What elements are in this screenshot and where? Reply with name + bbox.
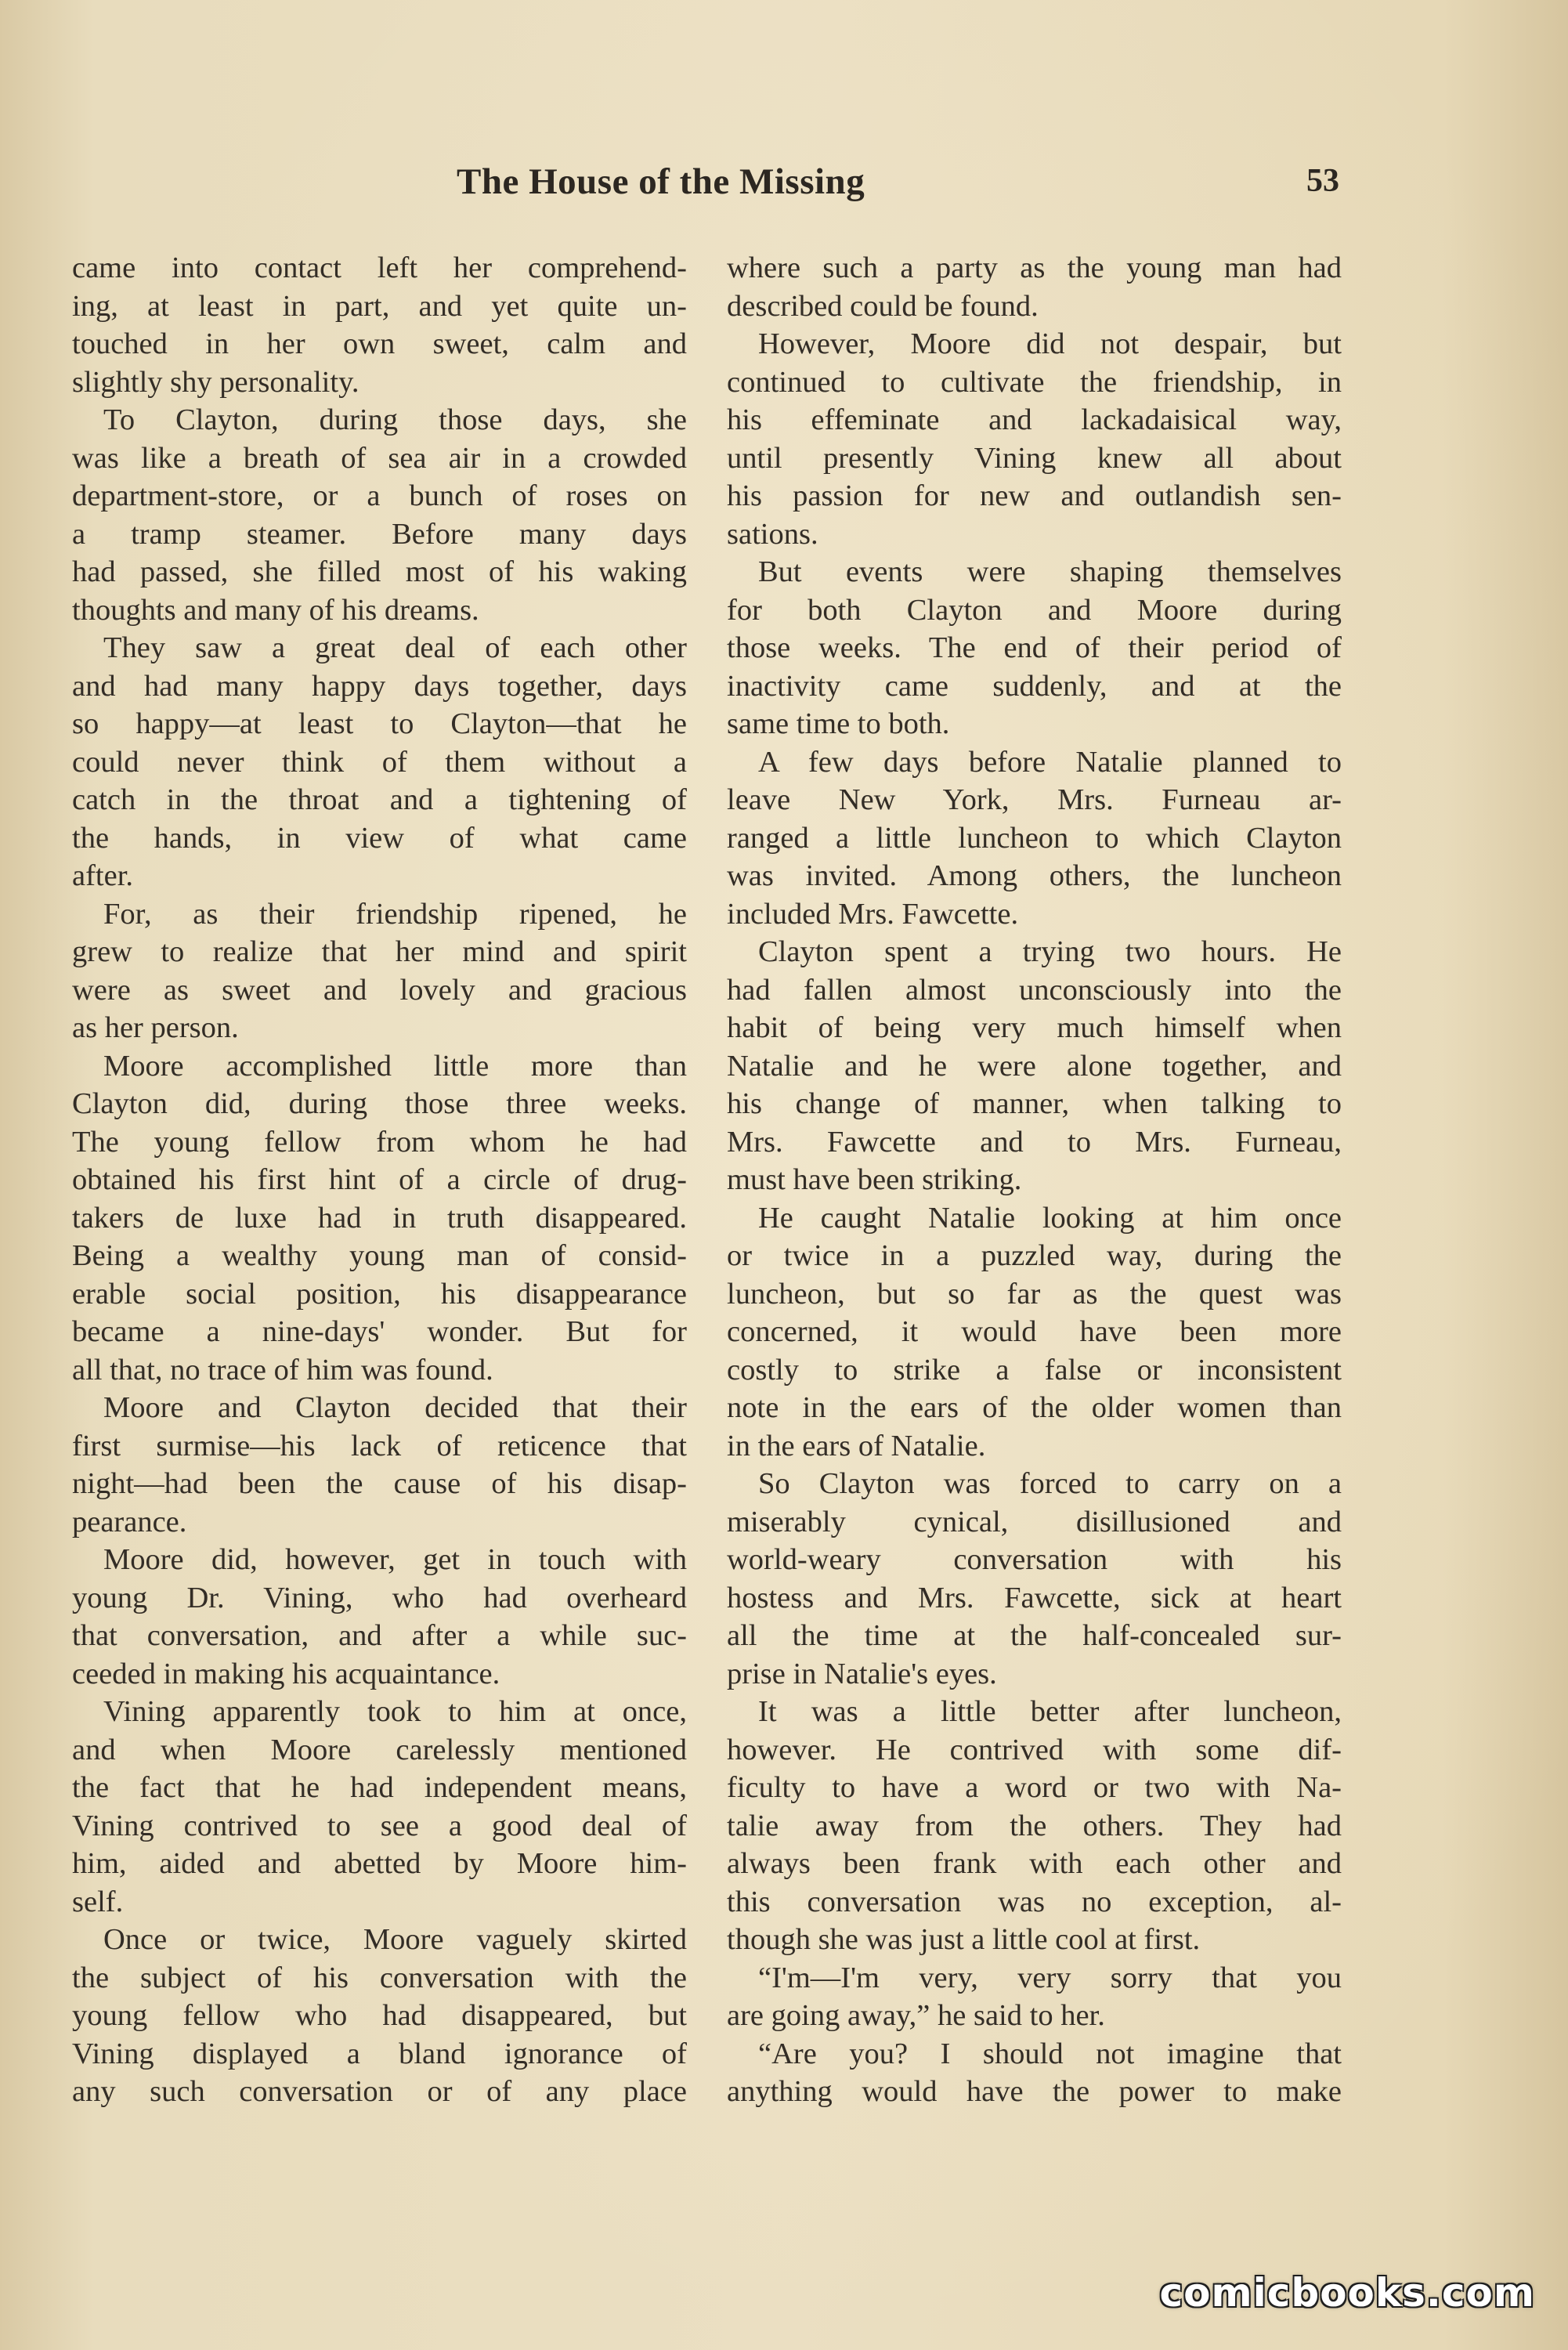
text-line: concerned, it would have been more (727, 1315, 1342, 1348)
page-header (0, 161, 1568, 215)
text-line: prise in Natalie's eyes. (727, 1657, 997, 1690)
text-line: included Mrs. Fawcette. (727, 897, 1019, 931)
text-line: Once or twice, Moore vaguely skirted (103, 1923, 687, 1956)
text-line: the subject of his conversation with the (72, 1961, 687, 1994)
text-line: always been frank with each other and (727, 1847, 1342, 1880)
text-line: luncheon, but so far as the quest was (727, 1277, 1342, 1311)
text-line: could never think of them without a (72, 745, 687, 779)
text-line: first surmise—his lack of reticence that (72, 1429, 687, 1462)
text-line: Mrs. Fawcette and to Mrs. Furneau, (727, 1125, 1342, 1159)
text-line: erable social position, his disappearance (72, 1277, 687, 1311)
text-line: are going away,” he said to her. (727, 1999, 1105, 2032)
text-line: note in the ears of the older women than (727, 1391, 1342, 1424)
text-line: continued to cultivate the friendship, in (727, 365, 1342, 399)
text-line: slightly shy personality. (72, 365, 359, 399)
text-line: catch in the throat and a tightening of (72, 783, 687, 816)
text-line: It was a little better after luncheon, (758, 1695, 1342, 1728)
text-line: miserably cynical, disillusioned and (727, 1505, 1342, 1538)
text-line: anything would have the power to make (727, 2075, 1342, 2108)
text-line: inactivity came suddenly, and at the (727, 669, 1342, 703)
running-title: The House of the Missing (457, 161, 865, 202)
text-line: all the time at the half-concealed sur- (727, 1619, 1342, 1652)
text-line: takers de luxe had in truth disappeared. (72, 1201, 687, 1235)
text-line: To Clayton, during those days, she (103, 403, 687, 436)
text-line: any such conversation or of any place (72, 2075, 687, 2108)
text-line: department-store, or a bunch of roses on (72, 479, 687, 512)
text-line: until presently Vining knew all about (727, 441, 1342, 475)
text-line: A few days before Natalie planned to (758, 745, 1342, 779)
text-line: young fellow who had disappeared, but (72, 1999, 687, 2032)
text-line: However, Moore did not despair, but (758, 327, 1342, 360)
text-column-left (72, 249, 687, 2111)
text-line: But events were shaping themselves (758, 555, 1342, 588)
text-line: They saw a great deal of each other (103, 631, 687, 664)
text-line: this conversation was no exception, al- (727, 1885, 1342, 1918)
text-line: Natalie and he were alone together, and (727, 1049, 1342, 1083)
text-line: that conversation, and after a while suc- (72, 1619, 687, 1652)
text-column-right (727, 249, 1342, 2111)
text-line: Clayton did, during those three weeks. (72, 1087, 687, 1120)
text-line: had fallen almost unconsciously into the (727, 973, 1342, 1007)
text-line: pearance. (72, 1505, 187, 1538)
text-line: his effeminate and lackadaisical way, (727, 403, 1342, 436)
text-line: Moore did, however, get in touch with (103, 1543, 687, 1576)
text-line: talie away from the others. They had (727, 1809, 1342, 1842)
text-line: leave New York, Mrs. Furneau ar- (727, 783, 1342, 816)
text-line: as her person. (72, 1011, 239, 1044)
text-line: young Dr. Vining, who had overheard (72, 1581, 687, 1614)
text-line: ceeded in making his acquaintance. (72, 1657, 500, 1690)
text-line: ficulty to have a word or two with Na- (727, 1771, 1342, 1804)
text-line: though she was just a little cool at first. (727, 1923, 1201, 1956)
text-line: thoughts and many of his dreams. (72, 593, 479, 627)
text-line: “Are you? I should not imagine that (758, 2037, 1342, 2070)
text-line: and when Moore carelessly mentioned (72, 1733, 687, 1766)
text-line: hostess and Mrs. Fawcette, sick at heart (727, 1581, 1342, 1614)
text-line: habit of being very much himself when (727, 1011, 1342, 1044)
text-line: where such a party as the young man had (727, 251, 1342, 284)
text-line: those weeks. The end of their period of (727, 631, 1342, 664)
text-line: the hands, in view of what came (72, 821, 687, 855)
text-line: described could be found. (727, 289, 1039, 323)
text-line: Vining contrived to see a good deal of (72, 1809, 687, 1842)
text-line: became a nine-days' wonder. But for (72, 1315, 687, 1348)
text-line: after. (72, 859, 134, 892)
text-line: must have been striking. (727, 1163, 1022, 1196)
text-line: so happy—at least to Clayton—that he (72, 707, 687, 740)
text-line: a tramp steamer. Before many days (72, 517, 687, 551)
text-line: in the ears of Natalie. (727, 1429, 986, 1462)
text-line: was like a breath of sea air in a crowded (72, 441, 687, 475)
text-line: for both Clayton and Moore during (727, 593, 1342, 627)
text-line: touched in her own sweet, calm and (72, 327, 687, 360)
text-line: ranged a little luncheon to which Clayton (727, 821, 1342, 855)
text-line: sations. (727, 517, 818, 551)
text-line: however. He contrived with some dif- (727, 1733, 1342, 1766)
text-line: Being a wealthy young man of consid- (72, 1239, 687, 1272)
text-line: and had many happy days together, days (72, 669, 687, 703)
text-line: obtained his first hint of a circle of drug- (72, 1163, 687, 1196)
text-line: He caught Natalie looking at him once (758, 1201, 1342, 1235)
text-line: costly to strike a false or inconsistent (727, 1353, 1342, 1386)
text-line: So Clayton was forced to carry on a (758, 1467, 1342, 1500)
text-line: night—had been the cause of his disap- (72, 1467, 687, 1500)
text-line: was invited. Among others, the luncheon (727, 859, 1342, 892)
text-line: or twice in a puzzled way, during the (727, 1239, 1342, 1272)
text-line: were as sweet and lovely and gracious (72, 973, 687, 1007)
text-line: self. (72, 1885, 124, 1918)
text-line: his change of manner, when talking to (727, 1087, 1342, 1120)
text-line: ing, at least in part, and yet quite un- (72, 289, 687, 323)
text-line: Moore accomplished little more than (103, 1049, 687, 1083)
text-line: For, as their friendship ripened, he (103, 897, 687, 931)
text-line: same time to both. (727, 707, 950, 740)
text-line: Vining displayed a bland ignorance of (72, 2037, 687, 2070)
text-line: all that, no trace of him was found. (72, 1353, 493, 1386)
text-line: the fact that he had independent means, (72, 1771, 687, 1804)
text-line: him, aided and abetted by Moore him- (72, 1847, 687, 1880)
text-line: Vining apparently took to him at once, (103, 1695, 687, 1728)
text-line: “I'm—I'm very, very sorry that you (758, 1961, 1342, 1994)
page-number: 53 (1306, 163, 1339, 199)
text-line: The young fellow from whom he had (72, 1125, 687, 1159)
text-line: Clayton spent a trying two hours. He (758, 935, 1342, 968)
text-line: Moore and Clayton decided that their (103, 1391, 687, 1424)
text-line: came into contact left her comprehend- (72, 251, 687, 284)
text-line: his passion for new and outlandish sen- (727, 479, 1342, 512)
site-watermark: comicbooks.com (1159, 2270, 1535, 2316)
text-line: grew to realize that her mind and spirit (72, 935, 687, 968)
text-line: world-weary conversation with his (727, 1543, 1342, 1576)
text-line: had passed, she filled most of his waking (72, 555, 687, 588)
